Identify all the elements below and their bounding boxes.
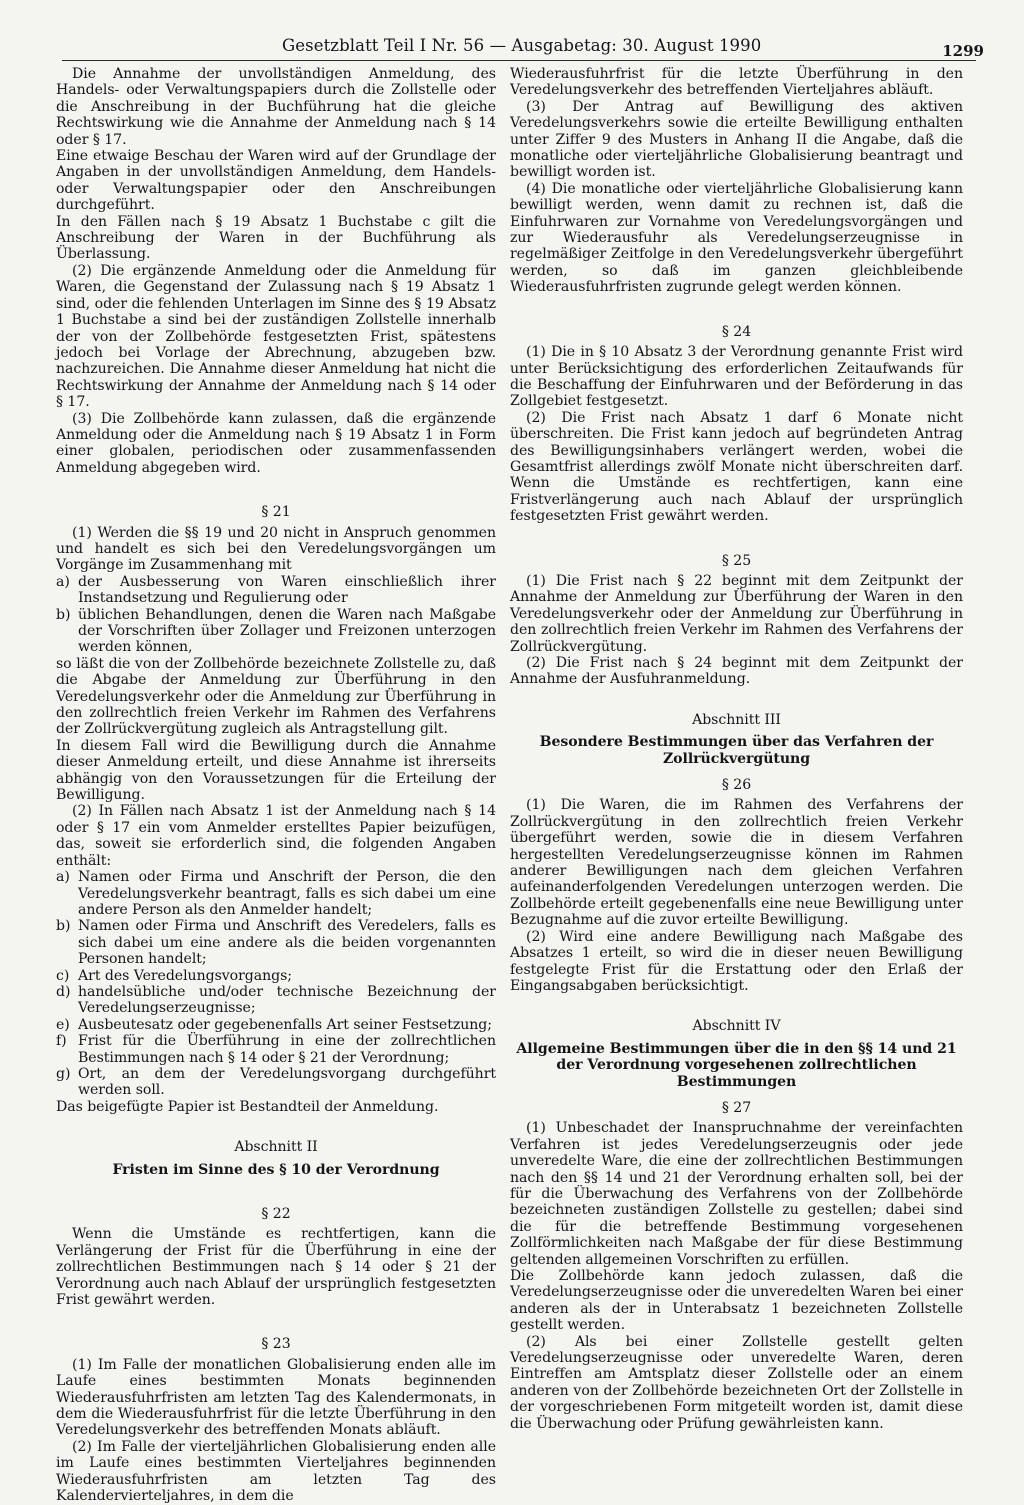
paragraph: Die Zollbehörde kann jedoch zulassen, daß die Veredelungserzeugnisse oder die unveredelten Waren bei einer anderen als der in Unterabsatz 1 bezeichneten Zollstelle gestellt werden. [510, 1268, 963, 1334]
abschnitt-title-3: Besondere Bestimmungen über das Verfahren der Zollrückvergütung [539, 734, 934, 767]
list-text: Ort, an dem der Veredelungsvorgang durchgeführt werden soll. [78, 1065, 496, 1099]
abschnitt-label-3: Abschnitt III [692, 711, 781, 728]
list-text: Namen oder Firma und Anschrift der Person, die den Veredelungsverkehr beantragt, falls es sich dabei um eine andere Person als den Anmelder handelt; [78, 869, 496, 918]
list-item [56, 984, 496, 1017]
list-item [56, 968, 496, 984]
list-item [56, 1066, 496, 1099]
paragraph: (2) In Fällen nach Absatz 1 ist der Anmeldung nach § 14 oder § 17 ein vom Anmelder erstelltes Papier beizufügen, das, soweit sie erforderlich sind, die folgenden Angaben enthält: [56, 803, 496, 869]
paragraph: Eine etwaige Beschau der Waren wird auf der Grundlage der Angaben in der unvollständigen Anmeldung, dem Handels- oder Verwaltungspapier oder den Anschreibungen durchgeführt. [56, 148, 496, 214]
paragraph: (2) Im Falle der vierteljährlichen Globalisierung enden alle im Laufe eines bestimmten Vierteljahres beginnenden Wiederausfuhrfristen am letzten Tag des Kalendervierteljahres, in dem die [56, 1438, 496, 1505]
paragraph: (2) Als bei einer Zollstelle gestellt gelten Veredelungserzeugnisse oder unveredelte Waren, deren Eintreffen am Amtsplatz dieser Zollstelle oder an einem anderen von der Zollbehörde bezeichneten Ort der Zollstelle in der vorgeschriebenen Form mitgeteilt worden ist, damit diese die Überwachung oder Prüfung gewährleisten kann. [510, 1333, 963, 1432]
paragraph: Wenn die Umstände es rechtfertigen, kann die Verlängerung der Frist für die Überführung in eine der zollrechtlichen Bestimmungen nach § 14 oder § 21 der Verordnung auch nach Ablauf der ursprünglich festgesetzten Frist gewährt werden. [56, 1226, 496, 1309]
abschnitt-label-2: Abschnitt II [234, 1139, 318, 1156]
list-text: der Ausbesserung von Waren einschließlich ihrer Instandsetzung und Regulierung oder [78, 573, 496, 607]
list-item [56, 607, 496, 656]
paragraph: (1) Die Waren, die im Rahmen des Verfahrens der Zollrückvergütung in den zollrechtlich freien Verkehr übergeführt werden, sowie die in diesem Verfahren hergestellten Veredelungserzeugnisse können im Rahmen anderer Bewilligungen nach dem gleichen Verfahren aufeinanderfolgenden Veredelungen unterzogen werden. Die Zollbehörde erteilt gegebenenfalls eine neue Bewilligung unter Bezugnahme auf die zuvor erteilte Bewilligung. [510, 797, 963, 929]
paragraph: (3) Die Zollbehörde kann zulassen, daß die ergänzende Anmeldung oder die Anmeldung nach § 19 Absatz 1 in Form einer globalen, periodischen oder zusammenfassenden Anmeldung abgegeben wird. [56, 410, 496, 476]
paragraph: (2) Wird eine andere Bewilligung nach Maßgabe des Absatzes 1 erteilt, so wird die in dieser neuen Bewilligung festgelegte Frist für die Erstattung oder den Erlaß der Eingangsabgaben berücksichtigt. [510, 928, 963, 994]
paragraph: In den Fällen nach § 19 Absatz 1 Buchstabe c gilt die Anschreibung der Waren in der Buchführung als Überlassung. [56, 213, 496, 263]
list-label: a) [56, 869, 70, 886]
gazette-title: Gesetzblatt Teil I Nr. 56 — Ausgabetag: 30. August 1990 [282, 36, 762, 55]
list-label: a) [56, 573, 70, 590]
paragraph: Die Annahme der unvollständigen Anmeldung, des Handels- oder Verwaltungspapiers durch die Zollstelle oder die Anschreibung in der Buchführung hat die gleiche Rechtswirkung wie die Annahme der Anmeldung nach § 14 oder § 17. [56, 66, 496, 148]
list-text: Ausbeutesatz oder gegebenenfalls Art seiner Festsetzung; [78, 1016, 492, 1033]
list-text: üblichen Behandlungen, denen die Waren nach Maßgabe der Vorschriften über Zollager und Freizonen unterzogen werden können, [78, 606, 496, 656]
paragraph: (1) Die Frist nach § 22 beginnt mit dem Zeitpunkt der Annahme der Anmeldung zur Überführung der Waren in den Veredelungsverkehr oder der Anmeldung zur Überführung in den zollrechtlich freien Verkehr im Rahmen des Verfahrens der Zollrückvergütung. [510, 572, 963, 655]
left-column [56, 66, 496, 1505]
running-header [62, 34, 984, 61]
list-text: Namen oder Firma und Anschrift des Veredelers, falls es sich dabei um eine andere als die beiden vorgenannten Personen handelt; [78, 918, 496, 968]
list-item [56, 918, 496, 967]
page-number: 1299 [942, 42, 984, 60]
list-item [56, 574, 496, 607]
paragraph: In diesem Fall wird die Bewilligung durch die Annahme dieser Anmeldung erteilt, und diese Annahme ist ihrerseits abhängig von den Voraussetzungen für die Erteilung der Bewilligung. [56, 737, 496, 804]
list-label: c) [56, 967, 70, 984]
list [56, 574, 496, 656]
list-label: f) [56, 1033, 67, 1050]
list-label: d) [56, 983, 71, 1000]
paragraph: (1) Im Falle der monatlichen Globalisierung enden alle im Laufe eines bestimmten Monats beginnenden Wiederausfuhrfristen am letzten Tag des Kalendermonats, in dem die Wiederausfuhrfrist für die letzte Überführung in den Veredelungsverkehr des betreffenden Monats abläuft. [56, 1356, 496, 1439]
abschnitt-label-4: Abschnitt IV [692, 1018, 781, 1035]
paragraph: (3) Der Antrag auf Bewilligung des aktiven Veredelungsverkehrs sowie die erteilte Bewilligung enthalten unter Ziffer 9 des Musters in Anhang II die Angabe, daß die monatliche oder vierteljährliche Globalisierung beantragt und bewilligt worden ist. [510, 98, 963, 181]
paragraph: so läßt die von der Zollbehörde bezeichnete Zollstelle zu, daß die Abgabe der Anmeldung zur Überführung in den Veredelungsverkehr oder die Anmeldung zur Überführung in den zollrechtlich freien Verkehr im Rahmen des Verfahrens der Zollrückvergütung zugleich als Antragstellung gilt. [56, 655, 496, 738]
abschnitt-title-4: Allgemeine Bestimmungen über die in den §§ 14 und 21 der Verordnung vorgesehenen zollrechtlichen Bestimmungen [516, 1040, 957, 1090]
section-heading-23: § 23 [261, 1336, 291, 1353]
list-label: b) [56, 918, 71, 935]
section-heading-26: § 26 [721, 777, 752, 794]
paragraph: (4) Die monatliche oder vierteljährliche Globalisierung kann bewilligt werden, wenn damit zu rechnen ist, daß die Einfuhrwaren zur Vornahme von Veredelungsvorgängen und zur Wiederausfuhr als Veredelungserzeugnisse in regelmäßiger Zeitfolge in den Veredelungsverkehr übergeführt werden, so daß im ganzen gleichbleibende Wiederausfuhrfristen zugrunde gelegt werden können. [510, 180, 963, 296]
list-text: Frist für die Überführung in eine der zollrechtlichen Bestimmungen nach § 14 oder § 21 der Verordnung; [78, 1033, 496, 1066]
list-item [56, 1017, 496, 1033]
list-text: handelsübliche und/oder technische Bezeichnung der Veredelungserzeugnisse; [78, 983, 496, 1017]
section-heading-27: § 27 [721, 1099, 752, 1116]
paragraph: (2) Die Frist nach § 24 beginnt mit dem Zeitpunkt der Annahme der Ausfuhranmeldung. [510, 655, 963, 688]
paragraph: (1) Unbeschadet der Inanspruchnahme der vereinfachten Verfahren ist jedes Veredelungserzeugnis oder jede unveredelte Ware, die eine der zollrechtlichen Bestimmungen nach den §§ 14 und 21 der Verordnung erhalten soll, bei der für die Überwachung des Verfahrens von der Zollbehörde bezeichneten zuständigen Zollstelle zu gestellen; dabei sind die für die betreffende Bestimmung vorgesehenen Zollförmlichkeiten nach Maßgabe der für diese Bestimmung geltenden allgemeinen Vorschriften zu erfüllen. [510, 1120, 963, 1268]
section-heading-22: § 22 [261, 1206, 291, 1222]
paragraph: (2) Die Frist nach Absatz 1 darf 6 Monate nicht überschreiten. Die Frist kann jedoch auf begründeten Antrag des Bewilligungsinhabers verlängert werden, wobei die Gesamtfrist allerdings zwölf Monate nicht überschreiten darf. Wenn die Umstände es rechtfertigen, kann eine Fristverlängerung auch nach Ablauf der ursprünglich festgesetzten Frist gewährt werden. [510, 409, 963, 525]
paragraph: (1) Die in § 10 Absatz 3 der Verordnung genannte Frist wird unter Berücksichtigung des erforderlichen Zeitaufwands für die Beschaffung der Einfuhrwaren und der Beförderung in das Zollgebiet festgesetzt. [510, 344, 963, 410]
section-heading-24: § 24 [721, 323, 752, 340]
section-heading-25: § 25 [721, 552, 752, 569]
abschnitt-title-2: Fristen im Sinne des § 10 der Verordnung [112, 1161, 440, 1178]
section-heading-21: § 21 [261, 504, 291, 521]
list-label: g) [56, 1065, 71, 1082]
right-column [510, 66, 963, 1432]
list-text: Art des Veredelungsvorgangs; [78, 967, 293, 984]
list-label: e) [56, 1016, 70, 1033]
list [56, 869, 496, 1099]
list-item [56, 869, 496, 918]
paragraph: (2) Die ergänzende Anmeldung oder die Anmeldung für Waren, die Gegenstand der Zulassung nach § 19 Absatz 1 sind, oder die fehlenden Unterlagen im Sinne des § 19 Absatz 1 Buchstabe a sind bei der zuständigen Zollstelle innerhalb der von der Zollbehörde festgesetzten Frist, spätestens jedoch bei Vorlage der Abrechnung, abzugeben bzw. nachzureichen. Die Annahme dieser Anmeldung hat nicht die Rechtswirkung der Annahme der Anmeldung nach § 14 oder § 17. [56, 262, 496, 411]
list-item [56, 1033, 496, 1066]
paragraph: Das beigefügte Papier ist Bestandteil der Anmeldung. [56, 1098, 439, 1115]
paragraph: Wiederausfuhrfrist für die letzte Überführung in den Veredelungsverkehr des betreffenden Vierteljahres abläuft. [510, 66, 963, 99]
paragraph: (1) Werden die §§ 19 und 20 nicht in Anspruch genommen und handelt es sich bei den Veredelungsvorgängen um Vorgänge im Zusammenhang mit [56, 524, 496, 574]
list-label: b) [56, 606, 71, 623]
